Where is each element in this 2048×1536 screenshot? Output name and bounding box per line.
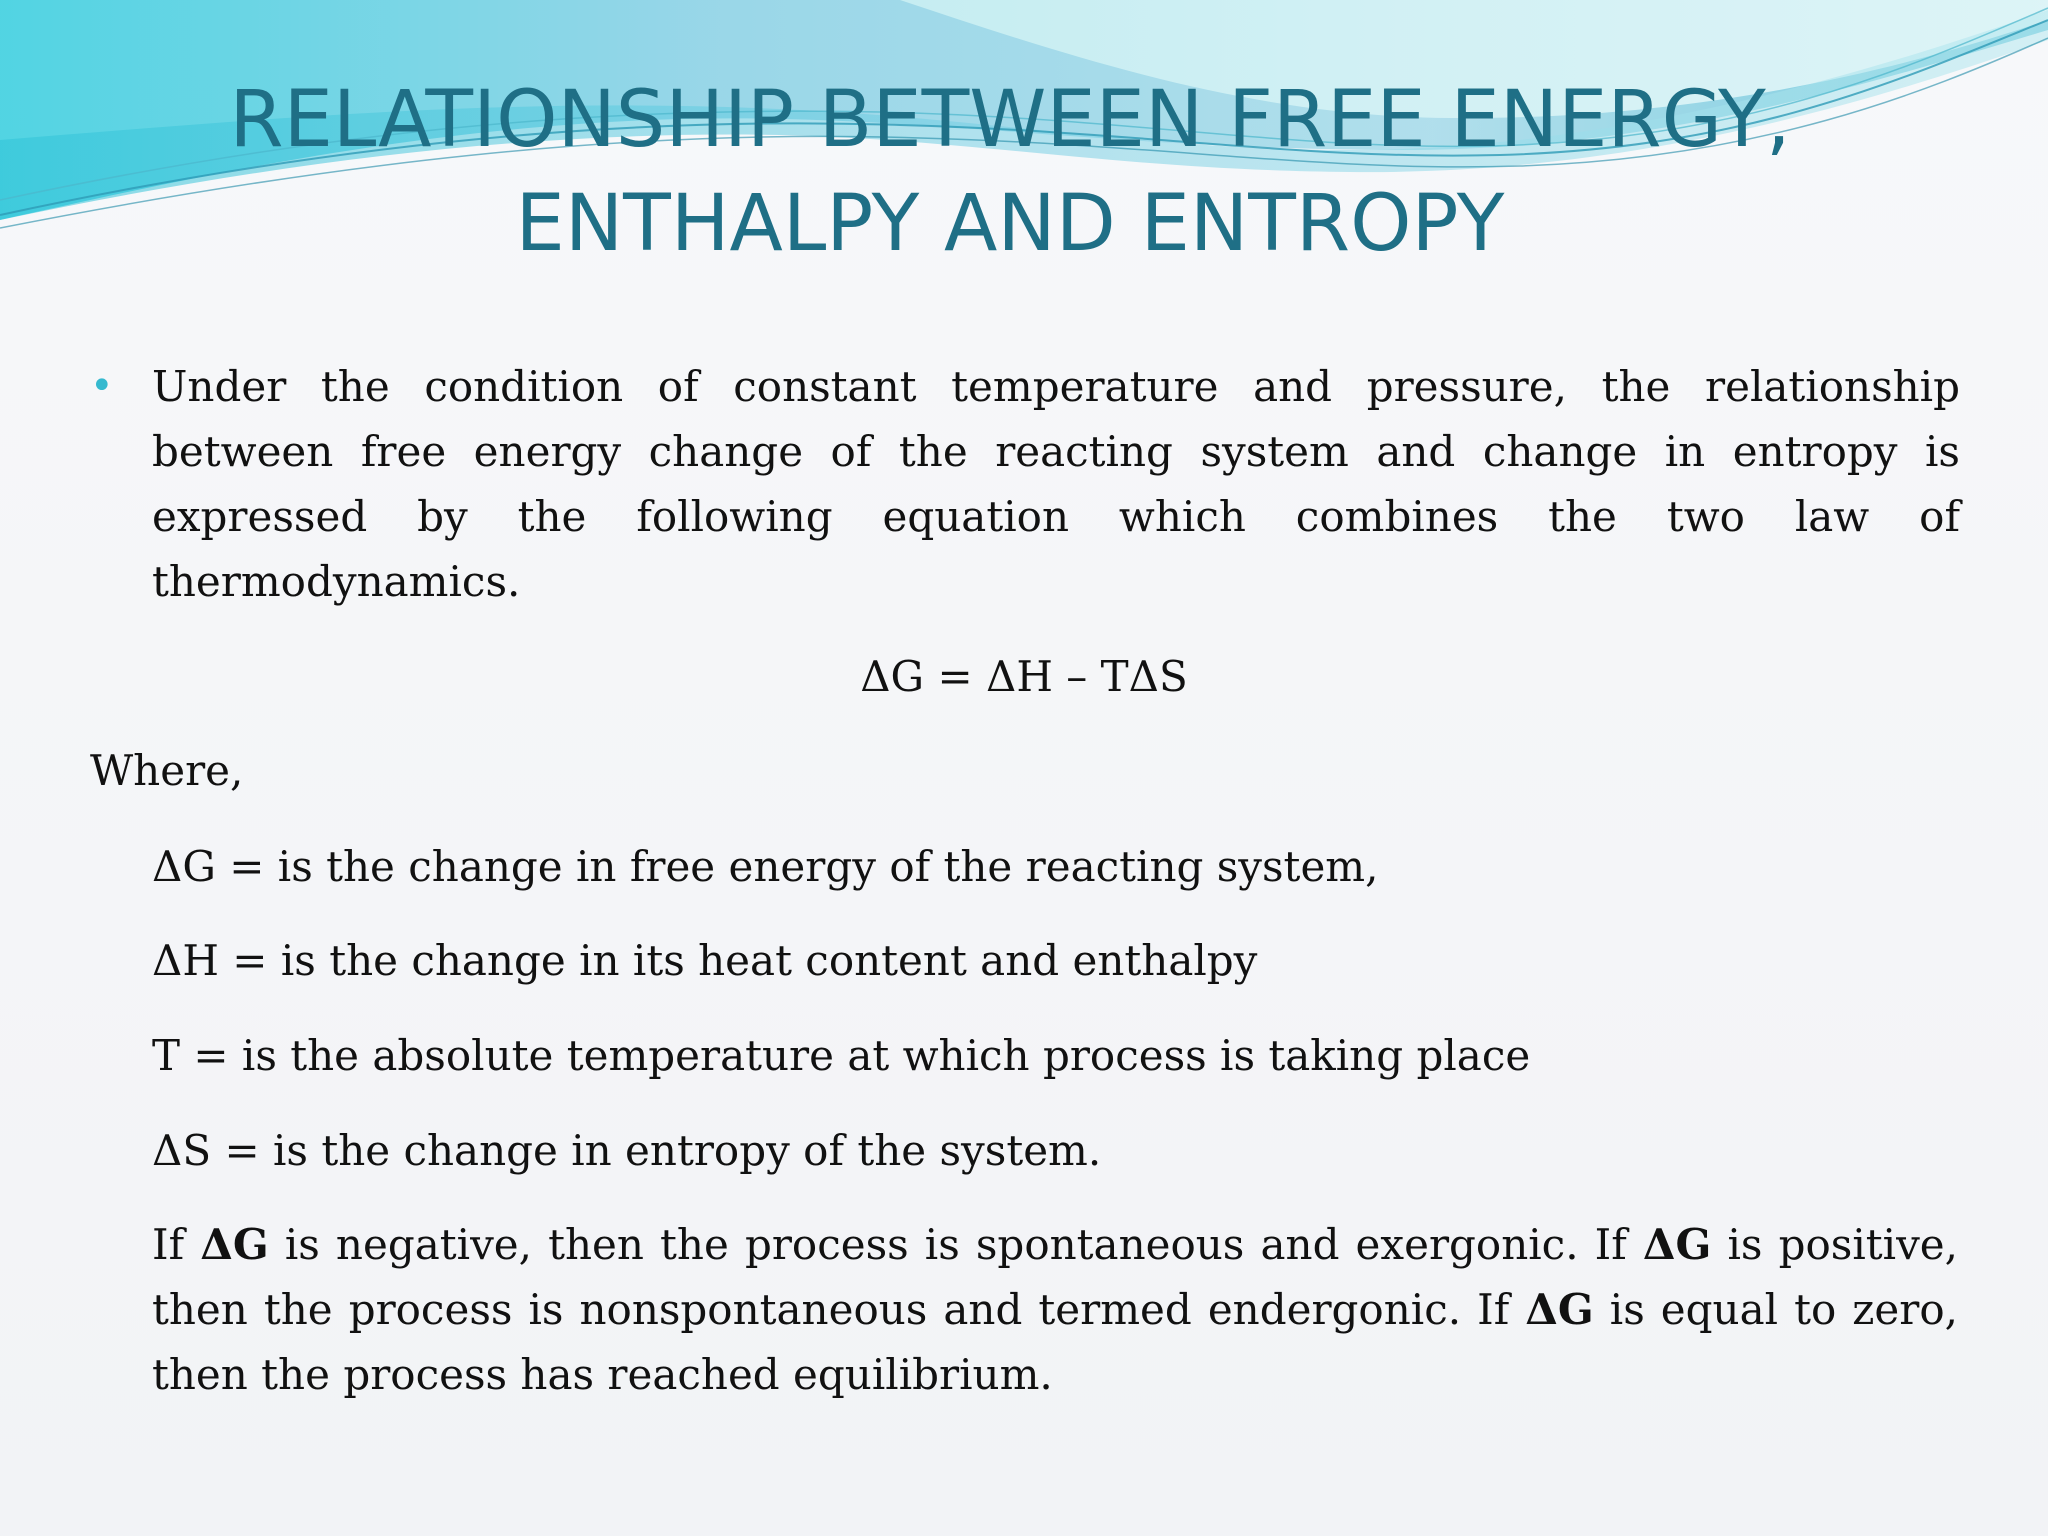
conclusion-paragraph (152, 1212, 1958, 1407)
gibbs-equation: ΔG = ΔH – TΔS (860, 652, 1188, 701)
definition-delta-s: ΔS = is the change in entropy of the system. (152, 1126, 1102, 1175)
conclusion-delta-g-1: ΔG (200, 1220, 269, 1269)
conclusion-text-3: is positive, then the process is nonspontaneous and termed endergonic. If (152, 1220, 1958, 1334)
bullet-paragraph: Under the condition of constant temperature and pressure, the relationship between free energy change of the reacting system and change in entropy is expressed by the following equation which combines the two law of thermodynamics. (152, 362, 1960, 606)
slide-title-line-2: ENTHALPY AND ENTROPY (515, 179, 1505, 269)
conclusion-text-1: If (152, 1220, 201, 1269)
where-label: Where, (90, 746, 244, 795)
conclusion-delta-g-3: ΔG (1525, 1285, 1594, 1334)
definition-t: T = is the absolute temperature at which process is taking place (152, 1031, 1531, 1080)
definition-delta-h: ΔH = is the change in its heat content and enthalpy (152, 936, 1258, 985)
conclusion-delta-g-2: ΔG (1642, 1220, 1712, 1269)
conclusion-text-4: is equal to zero, then the process has reached equilibrium. (152, 1285, 1959, 1399)
conclusion-text-2: is negative, then the process is spontaneous and exergonic. If (268, 1220, 1643, 1269)
slide-title (160, 68, 1860, 276)
bullet-dot-icon: • (90, 363, 114, 409)
slide-title-line-1: RELATIONSHIP BETWEEN FREE ENERGY, (229, 75, 1791, 165)
definition-delta-g: ΔG = is the change in free energy of the reacting system, (152, 842, 1379, 891)
bullet-item (90, 354, 1960, 614)
